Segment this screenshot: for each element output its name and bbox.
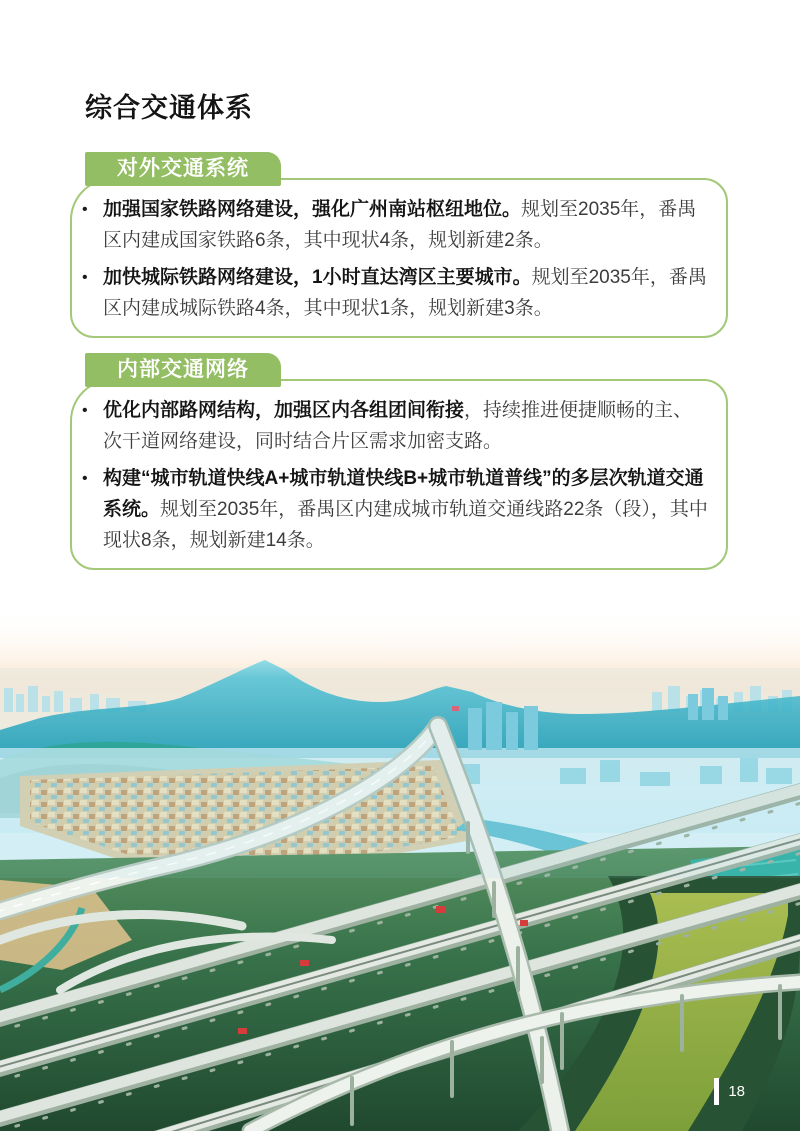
bullet-list: [72, 395, 710, 556]
bullet-list: [72, 194, 710, 324]
section-content-box: [70, 178, 728, 338]
section-heading-label: 对外交通系统: [117, 157, 249, 180]
section-heading-badge: [85, 353, 281, 387]
section-external-transport: [70, 152, 728, 338]
atmosphere: [0, 608, 800, 878]
aerial-highway-interchange-photo: [0, 608, 800, 1131]
section-heading-label: 内部交通网络: [117, 358, 249, 381]
bullet-body-text: 规划至2035年，番禺区内建成国家铁路6条，其中现状4条，规划新建2条。: [103, 199, 697, 251]
bullet-lead-text: 加快城际铁路网络建设，1小时直达湾区主要城市。: [103, 267, 532, 288]
bullet-item: [72, 194, 710, 256]
page-number-text: 18: [728, 1083, 745, 1100]
bullet-item: [72, 262, 710, 324]
page-number: [714, 1078, 745, 1105]
bullet-item: [72, 463, 710, 556]
section-heading-badge: [85, 152, 281, 186]
section-content-box: [70, 379, 728, 570]
bullet-body-text: 规划至2035年，番禺区内建成城际铁路4条，其中现状1条，规划新建3条。: [103, 267, 707, 319]
section-internal-network: [70, 353, 728, 570]
bullet-lead-text: 加强国家铁路网络建设，强化广州南站枢纽地位。: [103, 199, 522, 220]
aerial-photo-illustration: [0, 608, 800, 1131]
bullet-body-text: ，持续推进便捷顺畅的主、次干道网络建设，同时结合片区需求加密支路。: [103, 400, 693, 452]
page-number-bar: [714, 1078, 719, 1105]
bullet-lead-text: 优化内部路网结构，加强区内各组团间衔接: [103, 400, 465, 421]
bullet-body-text: 规划至2035年，番禺区内建成城市轨道交通线路22条（段），其中现状8条，规划新建14条。: [103, 499, 708, 551]
bullet-lead-text: 构建“城市轨道快线A+城市轨道快线B+城市轨道普线”的多层次轨道交通系统。: [103, 468, 704, 520]
page-title: 综合交通体系: [85, 93, 253, 123]
bullet-item: [72, 395, 710, 457]
